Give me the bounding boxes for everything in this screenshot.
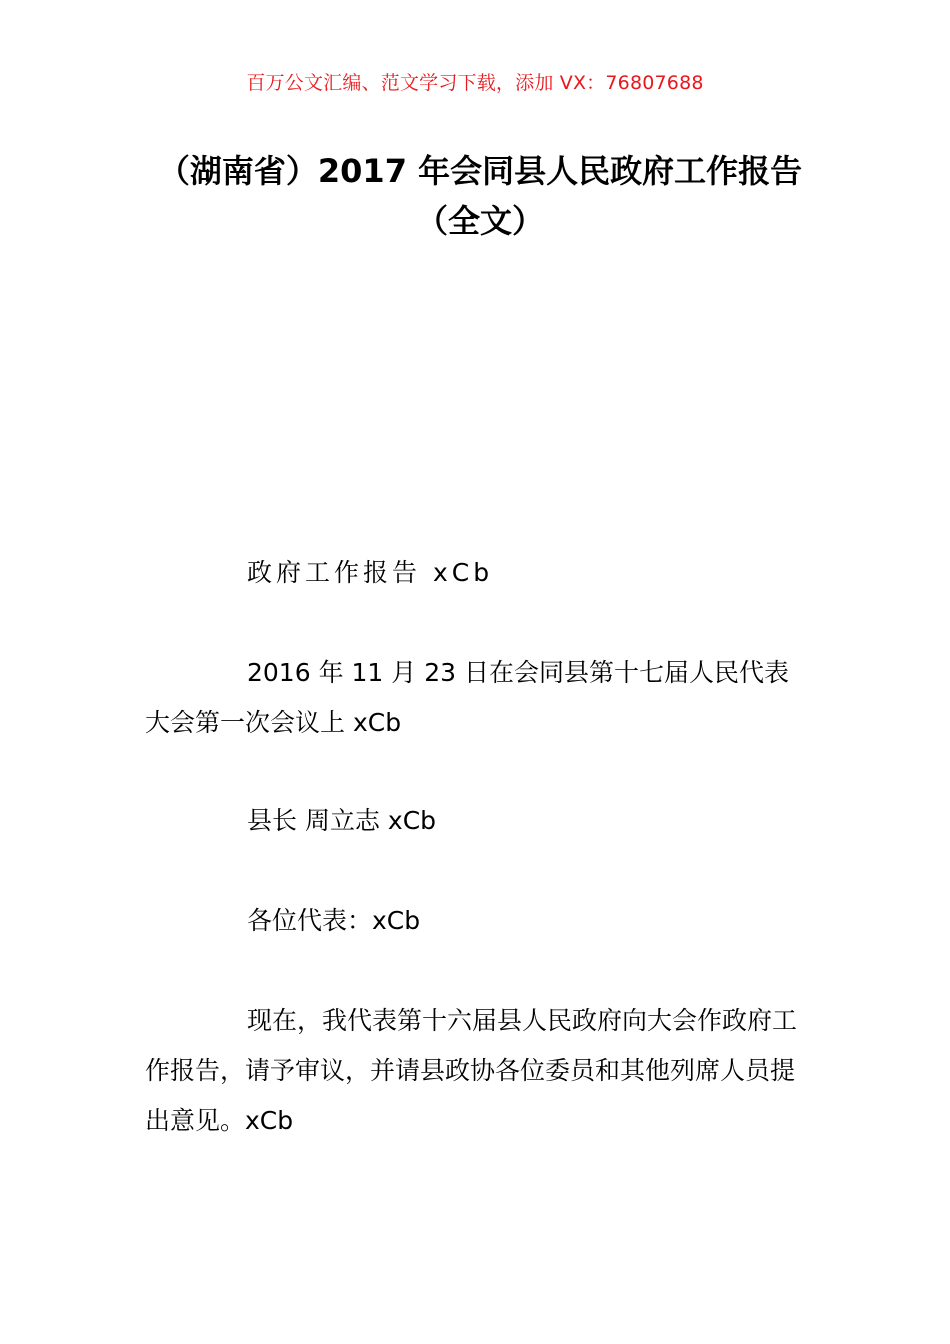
opening-paragraph: 现在，我代表第十六届县人民政府向大会作政府工作报告，请予审议，并请县政协各位委员和其他列席人员提出意见。xCb xyxy=(145,1006,798,1135)
promo-header: 百万公文汇编、范文学习下载，添加 VX：76807688 xyxy=(246,72,704,94)
meeting-info-paragraph: 2016 年 11 月 23 日在会同县第十七届人民代表大会第一次会议上 xCb xyxy=(145,658,789,737)
speaker-line: 县长 周立志 xCb xyxy=(247,806,437,835)
salutation: 各位代表：xCb xyxy=(247,906,421,935)
report-heading: 政府工作报告 xCb xyxy=(247,558,494,587)
document-title: （湖南省）2017 年会同县人民政府工作报告（全文） xyxy=(157,152,803,240)
